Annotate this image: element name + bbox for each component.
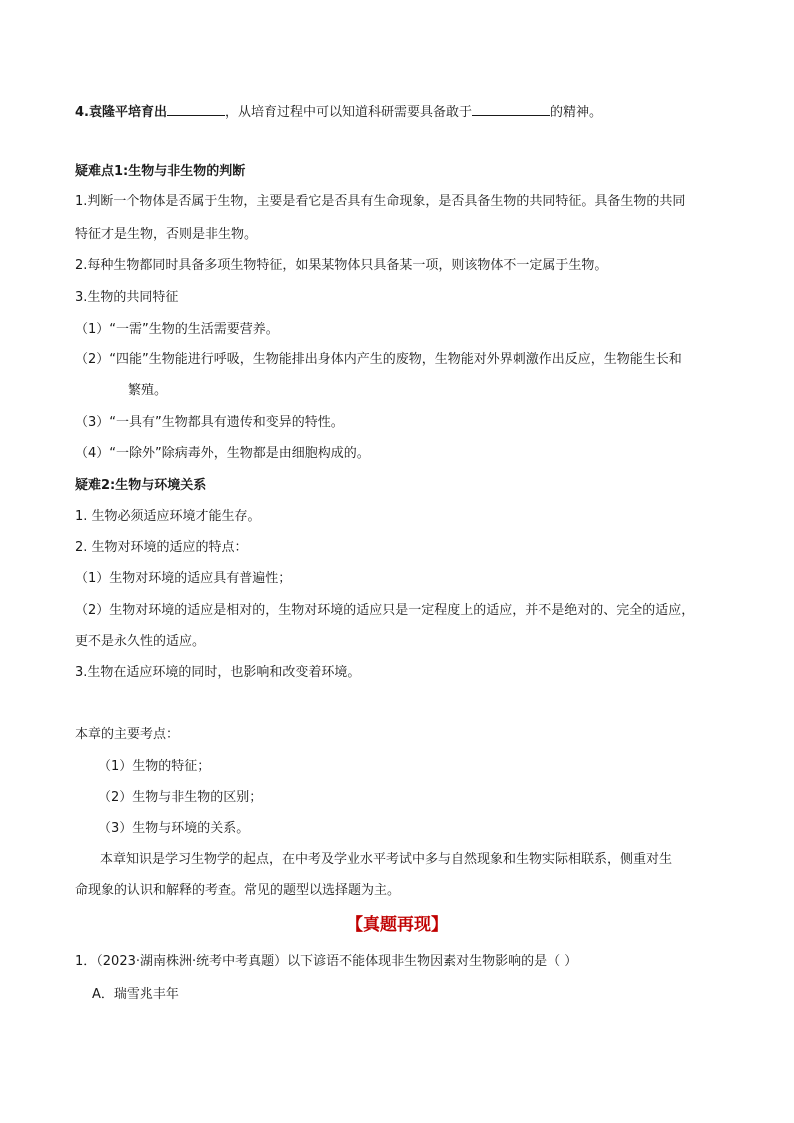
question-4-prefix: 4.袁隆平培育出 (75, 105, 167, 120)
question-1-option-a: A．瑞雪兆丰年 (92, 987, 179, 1002)
difficulty-2-item-2-line-2: 更不是永久性的适应。 (75, 634, 206, 649)
difficulty-1-paragraph-2: 2.每种生物都同时具备多项生物特征，如果某物体只具备某一项，则该物体不一定属于生物。 (75, 258, 608, 273)
difficulty-1-paragraph-1-line-1: 1.判断一个物体是否属于生物，主要是看它是否具有生命现象，是否具备生物的共同特征。具备生物的共同 (75, 194, 686, 209)
summary-point-1: （1）生物的特征； (98, 759, 211, 774)
answer-blank-1 (167, 101, 225, 116)
question-1-text: 1．（2023·湖南株洲·统考中考真题）以下谚语不能体现非生物因素对生物影响的是（ ） (75, 954, 578, 969)
difficulty-1-paragraph-1-line-2: 特征才是生物，否则是非生物。 (75, 227, 258, 242)
question-4 (75, 101, 602, 123)
question-4-suffix: 的精神。 (550, 105, 603, 120)
difficulty-1-paragraph-3: 3.生物的共同特征 (75, 290, 179, 305)
difficulty-2-item-1: （1）生物对环境的适应具有普遍性； (75, 571, 292, 586)
difficulty-2-paragraph-2: 2. 生物对环境的适应的特点： (75, 540, 248, 555)
difficulty-1-item-2-line-1: （2）“四能”生物能进行呼吸，生物能排出身体内产生的废物，生物能对外界刺激作出反应，生物能生长和 (75, 352, 682, 367)
summary-point-3: （3）生物与环境的关系。 (98, 821, 250, 836)
difficulty-2-item-2-line-1: （2）生物对环境的适应是相对的，生物对环境的适应只是一定程度上的适应，并不是绝对的、完全的适应， (75, 603, 695, 618)
section-title-real-questions: 【真题再现】 (346, 915, 448, 935)
difficulty-2-paragraph-1: 1. 生物必须适应环境才能生存。 (75, 509, 261, 524)
difficulty-1-title: 疑难点1:生物与非生物的判断 (75, 164, 246, 179)
answer-blank-2 (472, 101, 550, 116)
summary-heading: 本章的主要考点： (75, 727, 180, 742)
summary-point-2: （2）生物与非生物的区别； (98, 790, 263, 805)
difficulty-1-item-3: （3）“一具有”生物都具有遗传和变异的特性。 (75, 415, 344, 430)
difficulty-2-title: 疑难2:生物与环境关系 (75, 478, 207, 493)
difficulty-2-paragraph-3: 3.生物在适应环境的同时，也影响和改变着环境。 (75, 665, 361, 680)
question-4-middle: ，从培育过程中可以知道科研需要具备敢于 (224, 105, 472, 120)
difficulty-1-item-2-line-2: 繁殖。 (128, 383, 168, 398)
difficulty-1-item-1: （1）“一需”生物的生活需要营养。 (75, 322, 279, 337)
summary-paragraph-line-1: 本章知识是学习生物学的起点，在中考及学业水平考试中多与自然现象和生物实际相联系，侧重对生 (100, 852, 673, 867)
summary-paragraph-line-2: 命现象的认识和解释的考查。常见的题型以选择题为主。 (75, 883, 401, 898)
difficulty-1-item-4: （4）“一除外”除病毒外，生物都是由细胞构成的。 (75, 446, 370, 461)
